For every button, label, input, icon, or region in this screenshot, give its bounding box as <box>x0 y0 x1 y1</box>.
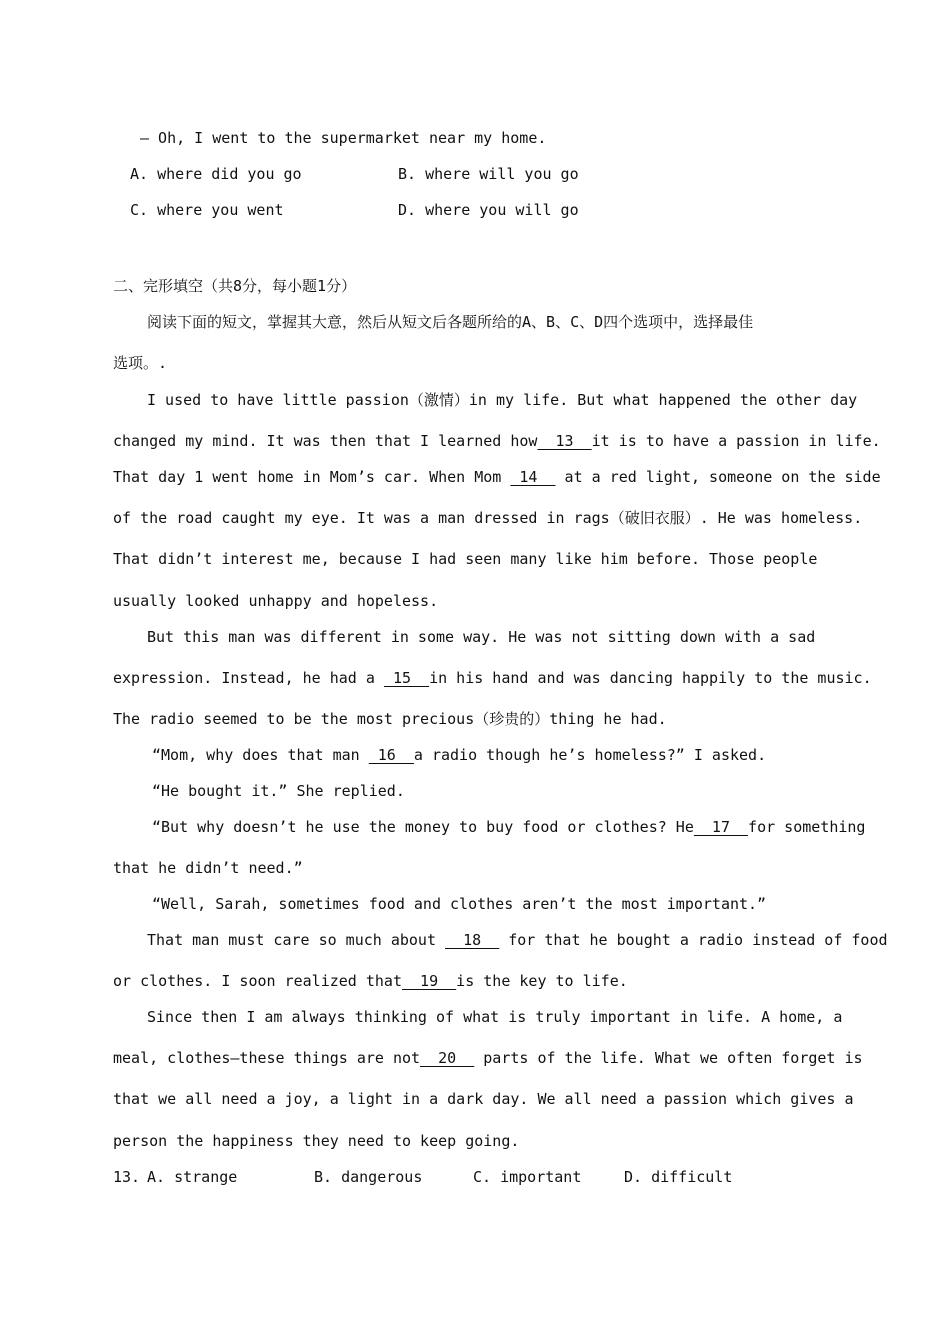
passage-line <box>147 930 888 950</box>
passage-text: That day 1 went home in Mom’s car. When Mom <box>113 468 511 486</box>
passage-line: usually looked unhappy and hopeless. <box>113 592 439 610</box>
option-letter: B. <box>398 165 417 183</box>
passage-line <box>113 668 872 688</box>
blank-17: 17 <box>693 818 749 836</box>
option-letter: A. <box>147 1168 166 1186</box>
option-letter: A. <box>130 165 149 183</box>
option-letter: D. <box>398 201 417 219</box>
option-text: where did you go <box>157 165 302 183</box>
option-text: dangerous <box>341 1168 423 1186</box>
blank-15: 15 <box>383 669 430 687</box>
blank-16: 16 <box>368 746 414 764</box>
dialogue-answer-line: — Oh, I went to the supermarket near my home. <box>140 129 547 147</box>
option-text: strange <box>174 1168 238 1186</box>
blank-18: 18 <box>445 931 500 949</box>
passage-line: That didn’t interest me, because I had seen many like him before. Those people <box>113 550 818 568</box>
passage-line: The radio seemed to be the most precious（珍贵的）thing he had. <box>113 710 667 728</box>
q13-option-d <box>624 1167 732 1187</box>
passage-text: at a red light, someone on the side <box>555 468 881 486</box>
passage-line: I used to have little passion（激情）in my life. But what happened the other day <box>147 391 858 409</box>
blank-13: 13 <box>537 432 592 450</box>
passage-line: But this man was different in some way. He was not sitting down with a sad <box>147 628 816 646</box>
passage-text: That man must care so much about <box>147 931 446 949</box>
option-b <box>398 164 579 184</box>
q13-option-c <box>473 1167 581 1187</box>
passage-text: for something <box>748 818 866 836</box>
passage-line <box>113 431 881 451</box>
passage-text: it is to have a passion in life. <box>591 432 881 450</box>
passage-text: “Mom, why does that man <box>152 746 369 764</box>
option-text: important <box>500 1168 582 1186</box>
option-d <box>398 200 579 220</box>
blank-19: 19 <box>401 972 457 990</box>
passage-text: “But why doesn’t he use the money to buy food or clothes? He <box>152 818 694 836</box>
passage-line <box>152 817 865 837</box>
option-letter: C. <box>473 1168 492 1186</box>
passage-line <box>113 971 628 991</box>
q13-option-b <box>314 1167 422 1187</box>
passage-text: is the key to life. <box>456 972 628 990</box>
blank-20: 20 <box>420 1049 475 1067</box>
question-13-number: 13. <box>113 1168 141 1186</box>
passage-line <box>113 467 881 487</box>
passage-line: of the road caught my eye. It was a man dressed in rags（破旧衣服）. He was homeless. <box>113 509 863 527</box>
passage-line: “Well, Sarah, sometimes food and clothes aren’t the most important.” <box>152 895 767 913</box>
passage-text: or clothes. I soon realized that <box>113 972 402 990</box>
section-instruction: 阅读下面的短文，掌握其大意，然后从短文后各题所给的A、B、C、D四个选项中，选择最佳 <box>147 313 754 331</box>
passage-line: “He bought it.” She replied. <box>152 782 405 800</box>
passage-line <box>152 745 766 765</box>
option-letter: B. <box>314 1168 333 1186</box>
passage-line: that he didn’t need.” <box>113 859 303 877</box>
passage-line: Since then I am always thinking of what is truly important in life. A home, a <box>147 1008 843 1026</box>
option-text: difficult <box>651 1168 733 1186</box>
passage-line <box>113 1048 863 1068</box>
passage-text: a radio though he’s homeless?” I asked. <box>413 746 767 764</box>
option-letter: C. <box>130 201 149 219</box>
option-text: where you will go <box>425 201 579 219</box>
passage-text: parts of the life. What we often forget is <box>474 1049 863 1067</box>
option-a <box>130 164 302 184</box>
passage-text: expression. Instead, he had a <box>113 669 384 687</box>
option-text: where will you go <box>425 165 579 183</box>
option-c <box>130 200 284 220</box>
passage-text: meal, clothes—these things are not <box>113 1049 421 1067</box>
passage-line: person the happiness they need to keep going. <box>113 1132 520 1150</box>
option-letter: D. <box>624 1168 643 1186</box>
option-text: where you went <box>157 201 284 219</box>
blank-14: 14 <box>510 468 556 486</box>
q13-option-a <box>147 1167 237 1187</box>
section-heading: 二、完形填空（共8分，每小题1分） <box>113 277 357 295</box>
passage-text: changed my mind. It was then that I learned how <box>113 432 538 450</box>
passage-text: for that he bought a radio instead of food <box>499 931 888 949</box>
passage-text: in his hand and was dancing happily to the music. <box>429 669 872 687</box>
section-instruction-cont: 选项。. <box>113 354 168 372</box>
passage-line: that we all need a joy, a light in a dark day. We all need a passion which gives a <box>113 1090 854 1108</box>
